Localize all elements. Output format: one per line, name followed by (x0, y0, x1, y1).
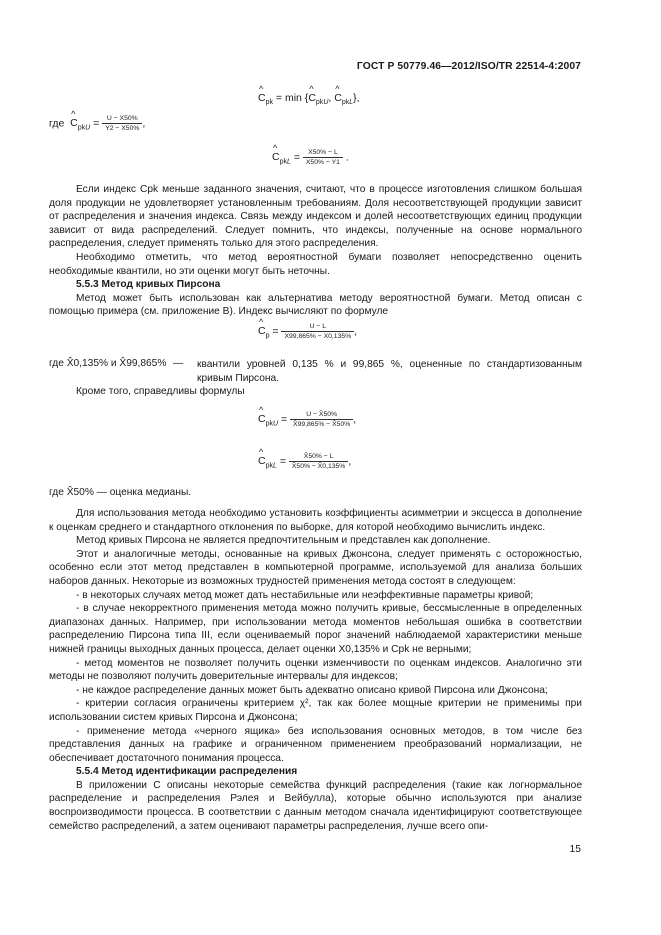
gde-label-1: где (49, 117, 65, 130)
list-item-unstable: - в некоторых случаях метод может дать нестабильные или неэффективные параметры кривой; (76, 589, 534, 601)
list-item-black-box: - применение метода «черного ящика» без использования основных методов, в том числе без представления данных на графике и ограниченном применением преобразований нормализации, не обеспечивает достаточного понимания процесса. (49, 725, 582, 764)
cpkl2-denominator: X̂50% − X̂0,135% (291, 463, 346, 470)
quantiles-description: квантили уровней 0,135 % и 99,865 %, оцененные по стандартизованным кривым Пирсона. (197, 359, 582, 384)
cpku2-numerator: U − X̂50% (290, 410, 353, 420)
paragraph-appendix-c: В приложении С описаны некоторые семейства функций распределения (такие как логнормальное распределение и распределения Рэлея и Вейбулла), которые обычно используются при анализе воспроизводимости процесса. В соответствии с данным методом сначала идентифицируют соответствующее семейство распределений, а затем оценивают параметры распределения, лучше всего опи- (49, 779, 582, 832)
cpku-denominator: Y2 − X50% (105, 125, 140, 132)
paragraph-johnson-caution: Этот и аналогичные методы, основанные на кривых Джонсона, следует применять с осторожностью, особенно если этот метод представлен в компьютерной программе, используемой для анализа больших наборов данных. Некоторые из возможных трудностей применения метода состоят в следующем: (49, 548, 582, 587)
gde-quantiles-desc (197, 358, 582, 385)
formula-cpk-min: ^ $C_{pk} = \min$ {^ $C_{pkU}$, ^ $C_{pkL}$}, (258, 92, 360, 106)
cpku-numerator: U − X50% (102, 114, 142, 124)
paragraph-cpk-index: Если индекс Cpk меньше заданного значения, считают, что в процессе изготовления слишком большая доля продукции не удовлетворяет установленным требованиям. Доля несоответствующей продукции зависит от распределения и значения индекса. Связь между индексом и долей несоответствующих единиц продукции зависит от вида распределений. Следует помнить, что индексы, полученные на основе нормального распределения, следует применять только для этого распределения. (49, 184, 582, 250)
text-block-3 (49, 507, 582, 833)
cp-denominator: X99,865% − X0,135% (284, 333, 352, 340)
list-item-incorrect: - в случае некорректного применения метода можно получить кривые, бессмысленные в определенных диапазонах данных. Например, при использовании метода моментов небольшая ошибка в соответствии распределению Пирсона типа III, если оцениваемый порог значений наблюдаемой характеристики меньше нижней границы выходных данных процесса, делает оценки X0,135% и Cpk не верными; (49, 603, 582, 655)
text-block-2 (49, 385, 582, 399)
paragraph-prob-paper: Необходимо отметить, что метод вероятностной бумаги позволяет непосредственно оценить необходимые квантили, но эти оценки могут быть неточны. (49, 251, 582, 277)
paragraph-pearson-method: Метод может быть использован как альтернатива методу вероятностной бумаги. Метод описан с помощью примера (см. приложение В). Индекс вычисляют по формуле (49, 292, 582, 318)
paragraph-also-formulas: Кроме того, справедливы формулы (76, 386, 245, 397)
page-number: 15 (569, 844, 581, 855)
cpkl-numerator: X50% − L (303, 148, 343, 158)
formula-cpku-pearson: ^ $C_{pkU}$ = $\frac{U - X̂50\%}{X̂99,865\% - X̂50\%}$ , (258, 410, 356, 429)
text-block-1 (49, 183, 582, 319)
formula-cpkl-pearson: ^ $C_{pkL}$ = $\frac{X̂50\% - L}{X̂50\% - X̂0,135\%}$ , (258, 452, 351, 471)
paragraph-asymmetry: Для использования метода необходимо установить коэффициенты асимметрии и эксцесса в дополнение к оценкам среднего и стандартного отклонения по выборке, для которой необходимо вычислить индекс. (49, 508, 582, 533)
formula-cp: ^ $C_p$ = $\frac{U - L}{X99,865\% - X0,135\%}$ , (258, 322, 357, 341)
document-header: ГОСТ Р 50779.46—2012/ISO/TR 22514-4:2007 (356, 61, 581, 72)
list-item-not-every: - не каждое распределение данных может быть адекватно описано кривой Пирсона или Джонсона; (76, 684, 548, 696)
gde-median-label: где X̂50% — оценка медианы. (49, 487, 192, 498)
paragraph-not-preferred: Метод кривых Пирсона не является предпочтительным и представлен как дополнение. (76, 535, 491, 547)
cpku2-denominator: X̂99,865% − X̂50% (293, 421, 351, 428)
cpkl2-numerator: X̂50% − L (289, 452, 348, 462)
list-item-moments: - метод моментов не позволяет получить оценки изменчивости по оценкам индексов. Аналогично эти методы не позволяют получить доверительные интервалы для индексов; (49, 657, 582, 683)
gde-quantiles-dash: — (173, 358, 184, 369)
list-item-chi-square: - критерии согласия ограничены критерием χ², так как более мощные критерии не применимы при использовании систем кривых Пирсона и Джонсона; (49, 698, 582, 723)
heading-553: 5.5.3 Метод кривых Пирсона (76, 279, 221, 291)
heading-554: 5.5.4 Метод идентификации распределения (76, 766, 298, 778)
formula-cpku: где ^ $C_{pkU}$ = $\frac{U - X50\%}{Y2 - X50\%}$ , (49, 114, 145, 133)
gde-quantiles-label: где X̂0,135% и X̂99,865% (49, 358, 167, 369)
formula-cpkl: ^ $C_{pkL}$ = $\frac{X50\% - L}{X50\% - Y1}$ . (272, 148, 349, 167)
cp-numerator: U − L (281, 322, 354, 332)
cpkl-denominator: X50% − Y1 (305, 159, 340, 166)
